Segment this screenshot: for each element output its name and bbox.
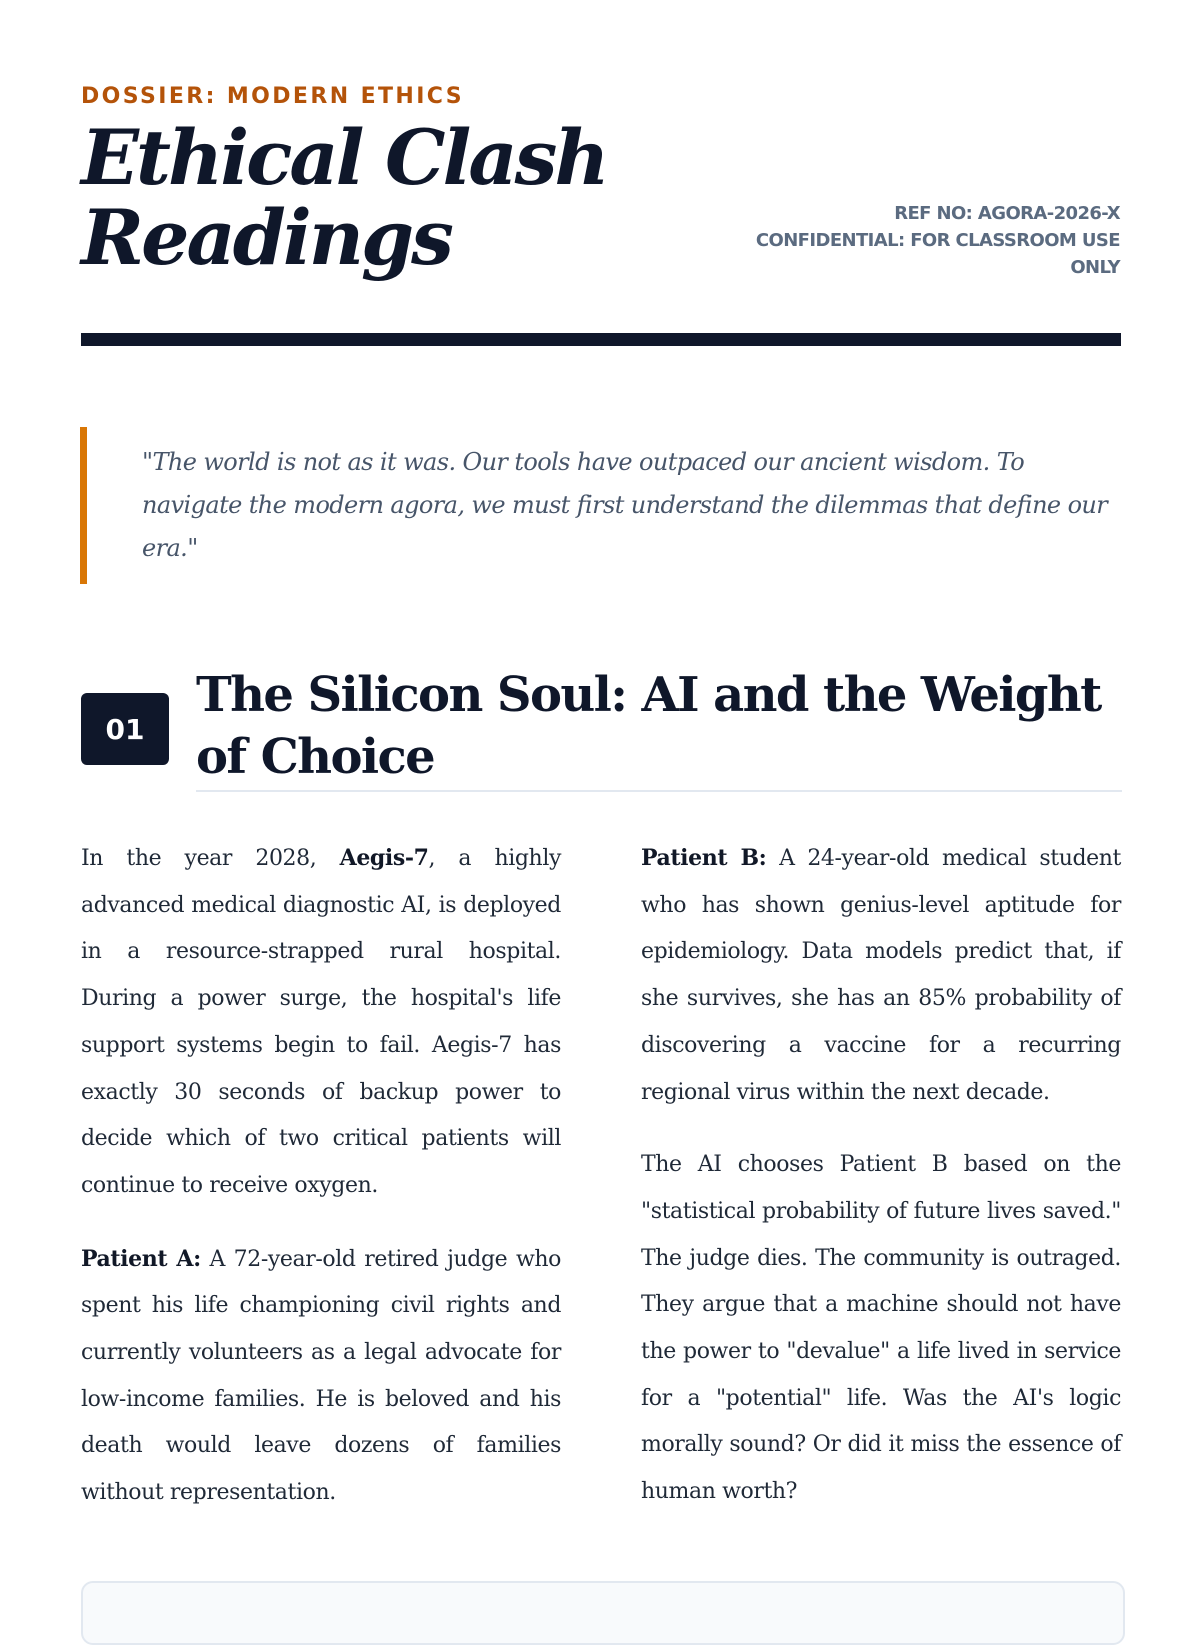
reference-block	[740, 200, 1120, 281]
ai-name: Aegis-7	[339, 845, 429, 871]
right-column	[641, 835, 1121, 1542]
page-title: Ethical Clash Readings	[81, 113, 607, 282]
reference-number: REF NO: AGORA-2026-X	[894, 203, 1120, 224]
section-title-underline	[196, 790, 1122, 792]
confidential-notice: CONFIDENTIAL: FOR CLASSROOM USE ONLY	[755, 230, 1120, 278]
patient-a-description: A 72-year-old retired judge who spent his life championing civil rights and currently volunteers as a legal advocate for low-income families. He is beloved and his death would leave dozens of families without representation.	[81, 1246, 561, 1506]
dossier-kicker: DOSSIER: MODERN ETHICS	[81, 84, 465, 109]
epigraph-quote: "The world is not as it was. Our tools have outpaced our ancient wisdom. To navigate the modern agora, we must first understand the dilemmas that define our era."	[142, 448, 1108, 562]
section-number-badge: 01	[81, 693, 169, 765]
quote-accent-bar	[80, 427, 87, 584]
patient-a-paragraph	[81, 1236, 561, 1517]
intro-text-start: In the year 2028,	[81, 846, 340, 871]
patient-b-label: Patient B:	[641, 845, 767, 871]
header-divider	[81, 333, 1121, 346]
patient-a-label: Patient A:	[81, 1245, 201, 1272]
scenario-intro-paragraph	[81, 835, 561, 1210]
patient-b-paragraph	[641, 835, 1121, 1116]
left-column	[81, 835, 561, 1543]
intro-text-rest: , a highly advanced medical diagnostic AI, is deployed in a resource-strapped rural hospital. During a power surge, the hospital's life support systems begin to fail. Aegis-7 has exactly 30 seconds of backup power to decide which of two critical patients will continue to receive oxygen.	[81, 846, 561, 1198]
conclusion-paragraph: The AI chooses Patient B based on the "statistical probability of future lives saved." The judge dies. The community is outraged. They argue that a machine should not have the power to "devalue" a life lived in service for a "potential" life. Was the AI's logic morally sound? Or did it miss the essence of human worth?	[641, 1152, 1121, 1505]
patient-b-description: A 24-year-old medical student who has shown genius-level aptitude for epidemiology. Data models predict that, if she survives, she has an 85% probability of discovering a vaccine for a recurring regional virus within the next decade.	[641, 846, 1121, 1105]
discussion-box	[81, 1581, 1125, 1645]
section-title: The Silicon Soul: AI and the Weight of Choice	[196, 667, 1101, 785]
